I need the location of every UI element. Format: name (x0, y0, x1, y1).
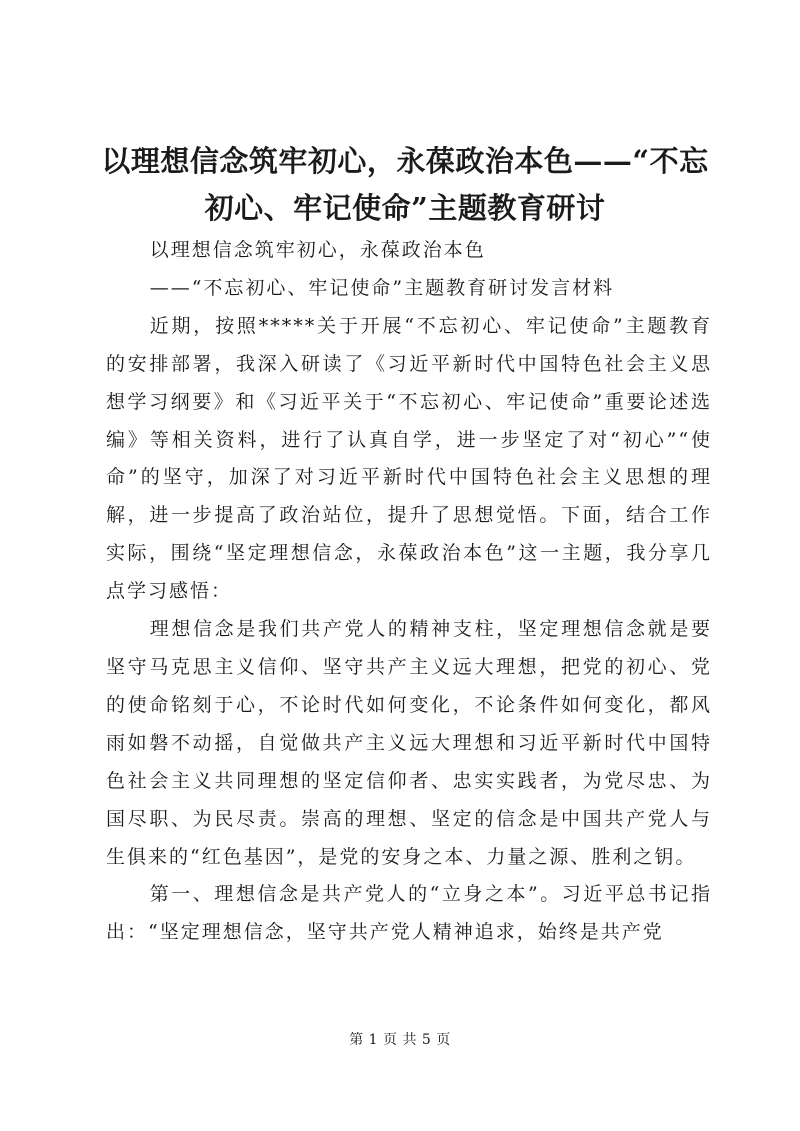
page-footer: 第 1 页 共 5 页 (349, 1032, 451, 1048)
document-body (106, 232, 712, 952)
document-title: 以理想信念筑牢初心，永葆政治本色——“不忘初心、牢记使命”主题教育研讨 (101, 144, 709, 225)
paragraph-ideals: 理想信念是我们共产党人的精神支柱，坚定理想信念就是要坚守马克思主义信仰、坚守共产主义远大理想，把党的初心、党的使命铭刻于心，不论时代如何变化，不论条件如何变化，都风雨如磐不动摇，自觉做共产主义远大理想和习近平新时代中国特色社会主义共同理想的坚定信仰者、忠实实践者，为党尽忠、为国尽职、为民尽责。崇高的理想、坚定的信念是中国共产党人与生俱来的“红色基因”，是党的安身之本、力量之源、胜利之钥。 (106, 618, 712, 868)
paragraph-first-point: 第一、理想信念是共产党人的“立身之本”。习近平总书记指出：“坚定理想信念，坚守共产党人精神追求，始终是共产党 (106, 883, 712, 944)
subtitle-line-1: 以理想信念筑牢初心，永葆政治本色 (149, 239, 486, 261)
subtitle-line-2: ——“不忘初心、牢记使命”主题教育研讨发言材料 (149, 276, 615, 299)
paragraph-intro: 近期，按照*****关于开展“不忘初心、牢记使命”主题教育的安排部署，我深入研读了《习近平新时代中国特色社会主义思想学习纲要》和《习近平关于“不忘初心、牢记使命”重要论述选编》等相关资料，进行了认真自学，进一步坚定了对“初心”“使命”的坚守，加深了对习近平新时代中国特色社会主义思想的理解，进一步提高了政治站位，提升了思想觉悟。下面，结合工作实际，围绕“坚定理想信念，永葆政治本色”这一主题，我分享几点学习感悟： (106, 314, 712, 603)
